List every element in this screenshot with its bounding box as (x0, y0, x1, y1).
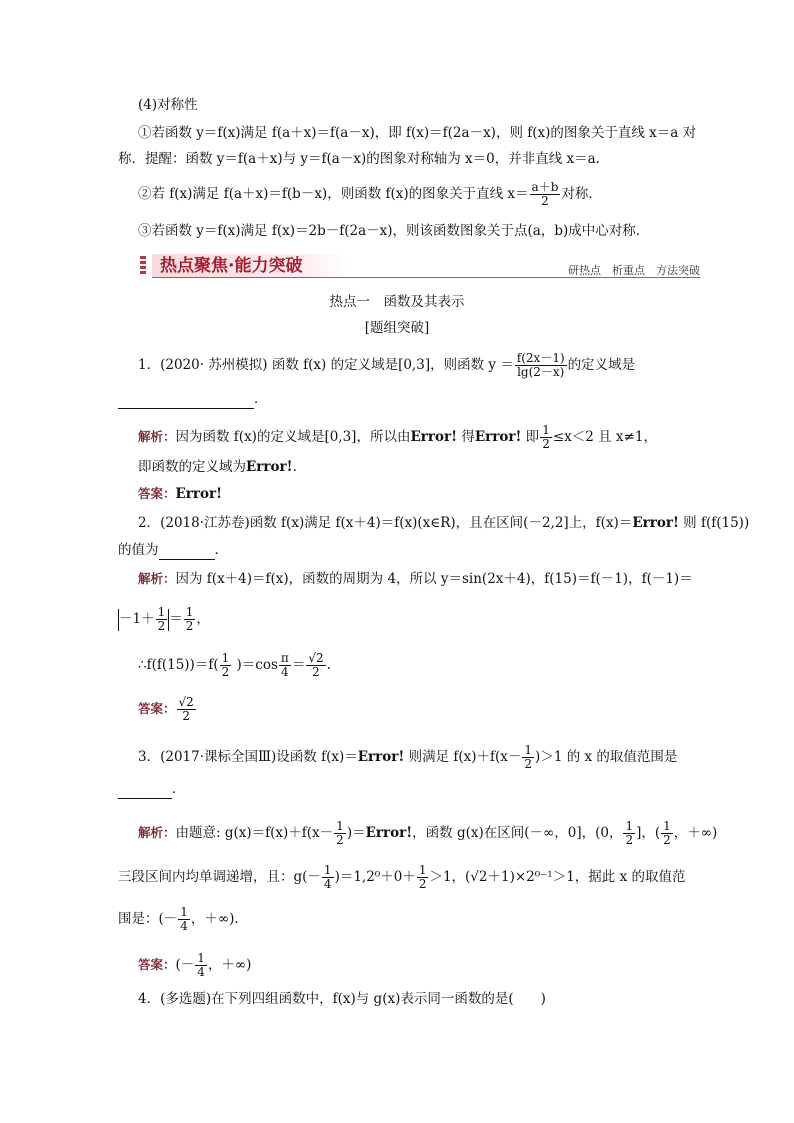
fraction: $\frac{f(2x-1)}{\lg(2-x)}$ (516, 351, 565, 379)
fraction: $\frac{1}{4}$ (197, 951, 205, 979)
fraction: $\frac{√2}{2}$ (308, 651, 324, 679)
fraction: $\frac{1}{2}$ (336, 819, 344, 847)
q3-solution: 解析：由题意: g(x)＝f(x)＋f(x－ $\frac{1}{2}$ )＝Error!，函数 g(x)在区间(－∞，0]，(0， $\frac{1}{2}$ ]，( $\frac{1}{2}$ ，＋∞) (138, 819, 718, 847)
q3-solution-range: 围是：(－ $\frac{1}{4}$ ，＋∞). (118, 905, 239, 933)
fraction: $\frac{1}{2}$ (221, 651, 230, 679)
section-banner (140, 254, 700, 278)
fraction: $\frac{1}{2}$ (157, 605, 166, 633)
fraction: $\frac{1}{2}$ (185, 605, 194, 633)
q2-solution-step: ∴f(f(15))＝f( $\frac{1}{2}$ )＝cos $\frac{\pi}{4}$ ＝ $\frac{√2}{2}$ . (138, 651, 331, 679)
fraction: $\frac{√2}{2}$ (178, 695, 194, 723)
q2-answer: 答案： $\frac{√2}{2}$ (138, 695, 194, 723)
banner-subtitle: 研热点 析重点 方法突破 (568, 264, 700, 277)
fraction: $\frac{1}{2}$ (418, 863, 427, 891)
group-title: [题组突破] (364, 320, 430, 336)
banner-rule (152, 277, 700, 278)
q1-answer: 答案：Error! (138, 486, 223, 502)
fraction: $\frac{1}{2}$ (524, 743, 533, 771)
q2-solution-cont: －1＋ $\frac{1}{2}$ ＝ $\frac{1}{2}$ ， (119, 605, 210, 633)
fraction: $\frac{1}{4}$ (323, 863, 332, 891)
fraction: $\frac{1}{4}$ (180, 905, 188, 933)
fraction: $\frac{a+b}{2}$ (531, 180, 559, 208)
fraction: $\frac{\pi}{4}$ (280, 651, 289, 679)
symmetry-rule-1: ①若函数 y＝f(x)满足 f(a＋x)＝f(a－x)，即 f(x)＝f(2a－x)，则 f(x)的图象关于直线 x＝a 对 (138, 125, 697, 141)
question-3-blank: ． (118, 780, 186, 799)
question-1: 1．(2020· 苏州模拟) 函数 f(x) 的定义域是[0,3]，则函数 y ＝ $\frac{f(2x-1)}{\lg(2-x)}$ 的定义域是 (138, 351, 636, 379)
question-1-blank: ． (118, 390, 268, 409)
q2-solution: 解析：因为 f(x＋4)＝f(x)，函数的周期为 4，所以 y＝sin(2x＋4)，f(15)＝f(－1)，f(－1)＝ (138, 571, 693, 587)
banner-title: 热点聚焦·能力突破 (152, 254, 350, 278)
question-4: 4．(多选题)在下列四组函数中，f(x)与 g(x)表示同一函数的是( ) (138, 991, 546, 1007)
symmetry-rule-1-cont: 称．提醒：函数 y＝f(a＋x)与 y＝f(a－x)的图象对称轴为 x＝0，并非直线 x＝a. (118, 151, 600, 167)
question-2: 2．(2018·江苏卷)函数 f(x)满足 f(x＋4)＝f(x)(x∈R)，且在区间(－2,2]上，f(x)＝Error! 则 f(f(15)) (138, 515, 750, 531)
fraction: $\frac{1}{2}$ (663, 819, 671, 847)
question-2-blank: 的值为 ． (118, 542, 228, 558)
fraction: $\frac{1}{2}$ (542, 423, 550, 451)
q1-solution-cont: 即函数的定义域为Error!. (138, 459, 297, 475)
question-3: 3．(2017·课标全国Ⅲ)设函数 f(x)＝Error! 则满足 f(x)＋f(x－ $\frac{1}{2}$ )＞1 的 x 的取值范围是 (138, 743, 678, 771)
q3-solution-cont: 三段区间内均单调递增，且：g(－ $\frac{1}{4}$ )＝1,2⁰＋0＋ $\frac{1}{2}$ ＞1，(√2＋1)×2⁰⁻¹＞1，据此 x 的取值范 (118, 863, 686, 891)
section-4-title: (4)对称性 (138, 97, 198, 113)
symmetry-rule-2: ②若 f(x)满足 f(a＋x)＝f(b－x)，则函数 f(x)的图象关于直线 x＝ $\frac{a+b}{2}$ 对称． (138, 180, 602, 208)
fraction: $\frac{1}{2}$ (625, 819, 634, 847)
banner-stripe-icon (140, 256, 146, 276)
q1-solution: 解析：因为函数 f(x)的定义域是[0,3]，所以由Error! 得Error! 即 $\frac{1}{2}$ ≤x＜2 且 x≠1， (138, 423, 657, 451)
q3-answer: 答案：(－ $\frac{1}{4}$ ，＋∞) (138, 951, 252, 979)
hotspot-title: 热点一 函数及其表示 (329, 294, 465, 310)
symmetry-rule-3: ③若函数 y＝f(x)满足 f(x)＝2b－f(2a－x)，则该函数图象关于点(a，b)成中心对称． (138, 223, 650, 239)
